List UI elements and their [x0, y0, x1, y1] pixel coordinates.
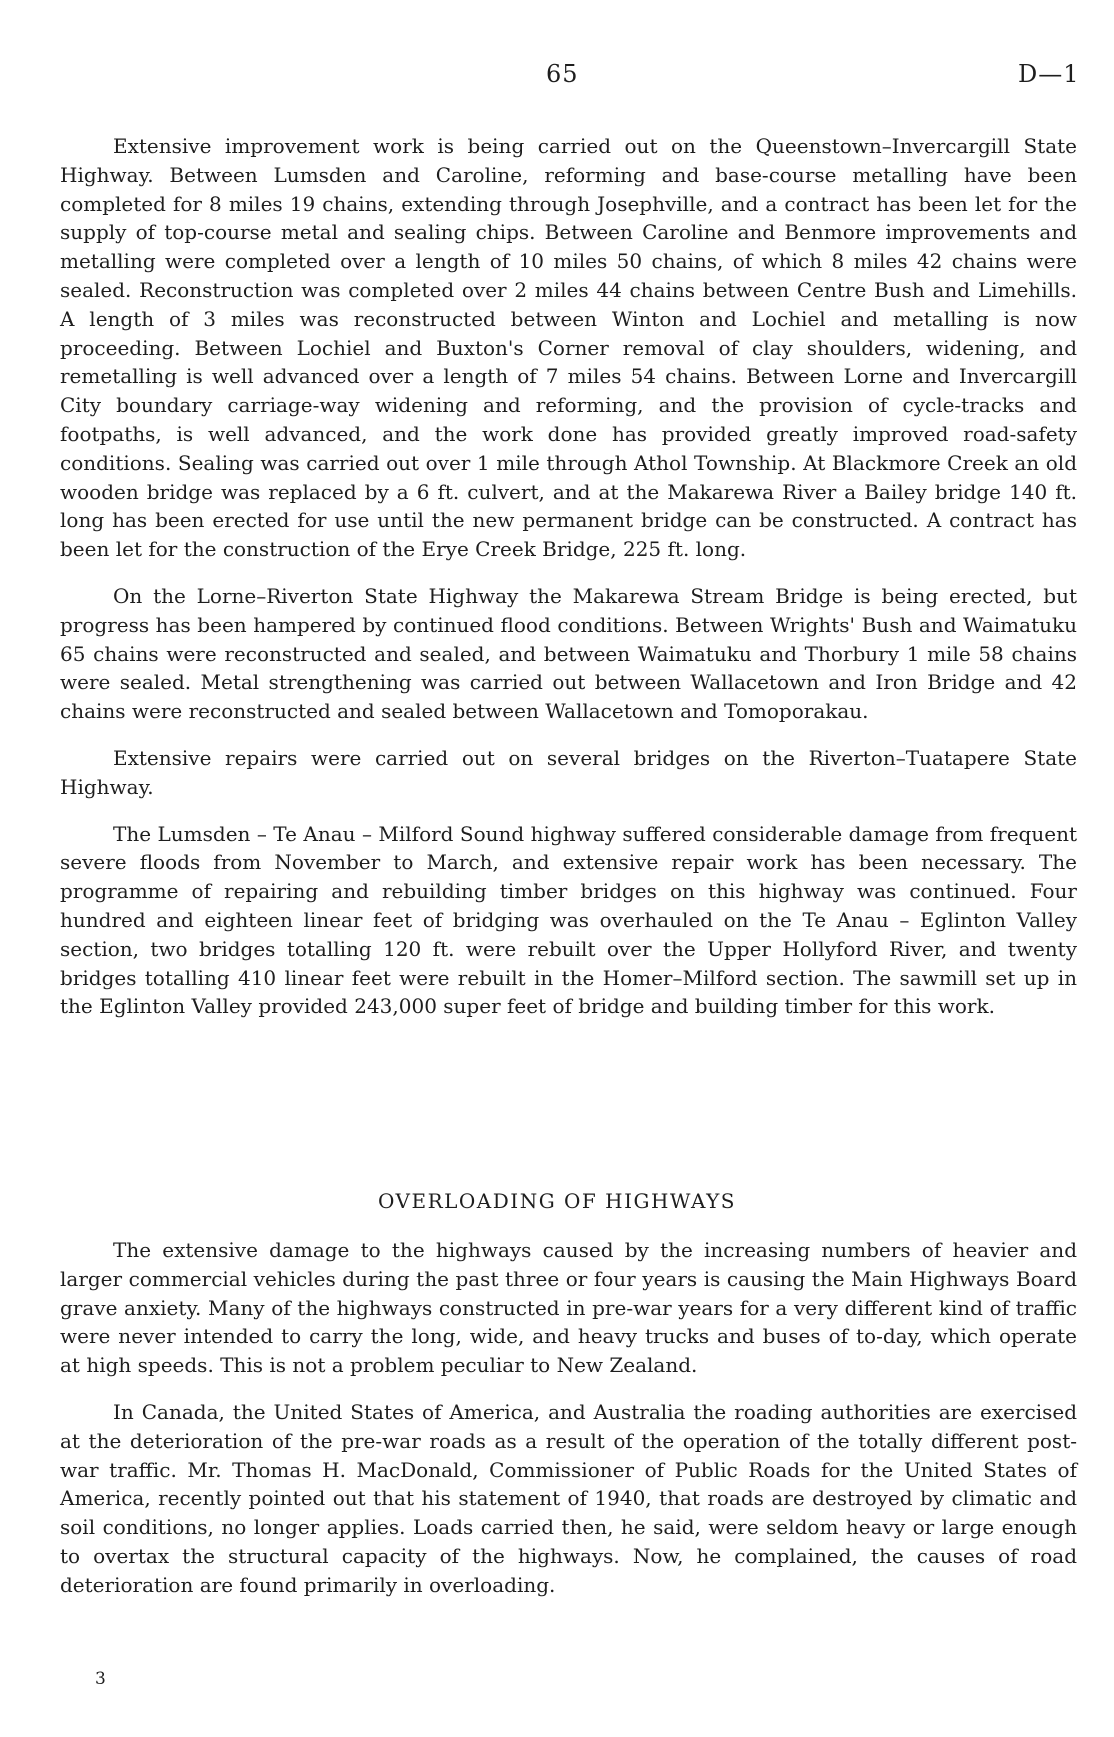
section-heading: OVERLOADING OF HIGHWAYS	[377, 1189, 737, 1213]
body-text	[60, 132, 1077, 1039]
page-number: 65	[546, 60, 579, 88]
section-body	[60, 1236, 1077, 1618]
paragraph-queenstown-invercargill-highway: Extensive improvement work is being carried out on the Queenstown–Invercargill State Highway. Between Lumsden and Caroline, reforming and base-course metalling have been completed for 8 miles 19 chains, extending through Josephville, and a contract has been let for the supply of top-course metal and sealing chips. Between Caroline and Benmore improvements and metalling were completed over a length of 10 miles 50 chains, of which 8 miles 42 chains were sealed. Reconstruction was completed over 2 miles 44 chains between Centre Bush and Limehills. A length of 3 miles was reconstructed between Winton and Lochiel and metalling is now proceeding. Between Lochiel and Buxton's Corner removal of clay shoulders, widening, and remetalling is well advanced over a length of 7 miles 54 chains. Between Lorne and Invercargill City boundary carriage-way widening and reforming, and the provision of cycle-tracks and footpaths, is well advanced, and the work done has provided greatly improved road-safety conditions. Sealing was carried out over 1 mile through Athol Township. At Blackmore Creek an old wooden bridge was replaced by a 6 ft. culvert, and at the Makarewa River a Bailey bridge 140 ft. long has been erected for use until the new permanent bridge can be constructed. A contract has been let for the construction of the Erye Creek Bridge, 225 ft. long.	[60, 134, 1077, 562]
paragraph-riverton-tuatapere-highway: Extensive repairs were carried out on several bridges on the Riverton–Tuatapere State Highway.	[60, 745, 1077, 799]
signature-mark: 3	[95, 1669, 106, 1689]
paragraph-lumsden-milford-highway: The Lumsden – Te Anau – Milford Sound highway suffered considerable damage from frequent severe floods from November to March, and extensive repair work has been necessary. The programme of repairing and rebuilding timber bridges on this highway was continued. Four hundred and eighteen linear feet of bridging was overhauled on the Te Anau – Eglinton Valley section, two bridges totalling 120 ft. were rebuilt over the Upper Hollyford River, and twenty bridges totalling 410 linear feet were rebuilt in the Homer–Milford section. The sawmill set up in the Eglinton Valley provided 243,000 super feet of bridge and building timber for this work.	[60, 821, 1077, 1019]
paragraph-overseas-experience: In Canada, the United States of America, and Australia the roading authorities are exercised at the deterioration of the pre-war roads as a result of the operation of the totally different post-war traffic. Mr. Thomas H. MacDonald, Commissioner of Public Roads for the United States of America, recently pointed out that his statement of 1940, that roads are destroyed by climatic and soil conditions, no longer applies. Loads carried then, he said, were seldom heavy or large enough to overtax the structural capacity of the highways. Now, he complained, the causes of road deterioration are found primarily in overloading.	[60, 1399, 1077, 1597]
paragraph-lorne-riverton-highway: On the Lorne–Riverton State Highway the Makarewa Stream Bridge is being erected, but progress has been hampered by continued flood conditions. Between Wrights' Bush and Waimatuku 65 chains were reconstructed and sealed, and between Waimatuku and Thorbury 1 mile 58 chains were sealed. Metal strengthening was carried out between Wallacetown and Iron Bridge and 42 chains were reconstructed and sealed between Wallacetown and Tomoporakau.	[60, 583, 1077, 724]
paragraph-overloading-damage: The extensive damage to the highways caused by the increasing numbers of heavier and larger commercial vehicles during the past three or four years is causing the Main Highways Board grave anxiety. Many of the highways constructed in pre-war years for a very different kind of traffic were never intended to carry the long, wide, and heavy trucks and buses of to-day, which operate at high speeds. This is not a problem peculiar to New Zealand.	[60, 1238, 1077, 1378]
document-reference: D—1	[1018, 60, 1080, 88]
